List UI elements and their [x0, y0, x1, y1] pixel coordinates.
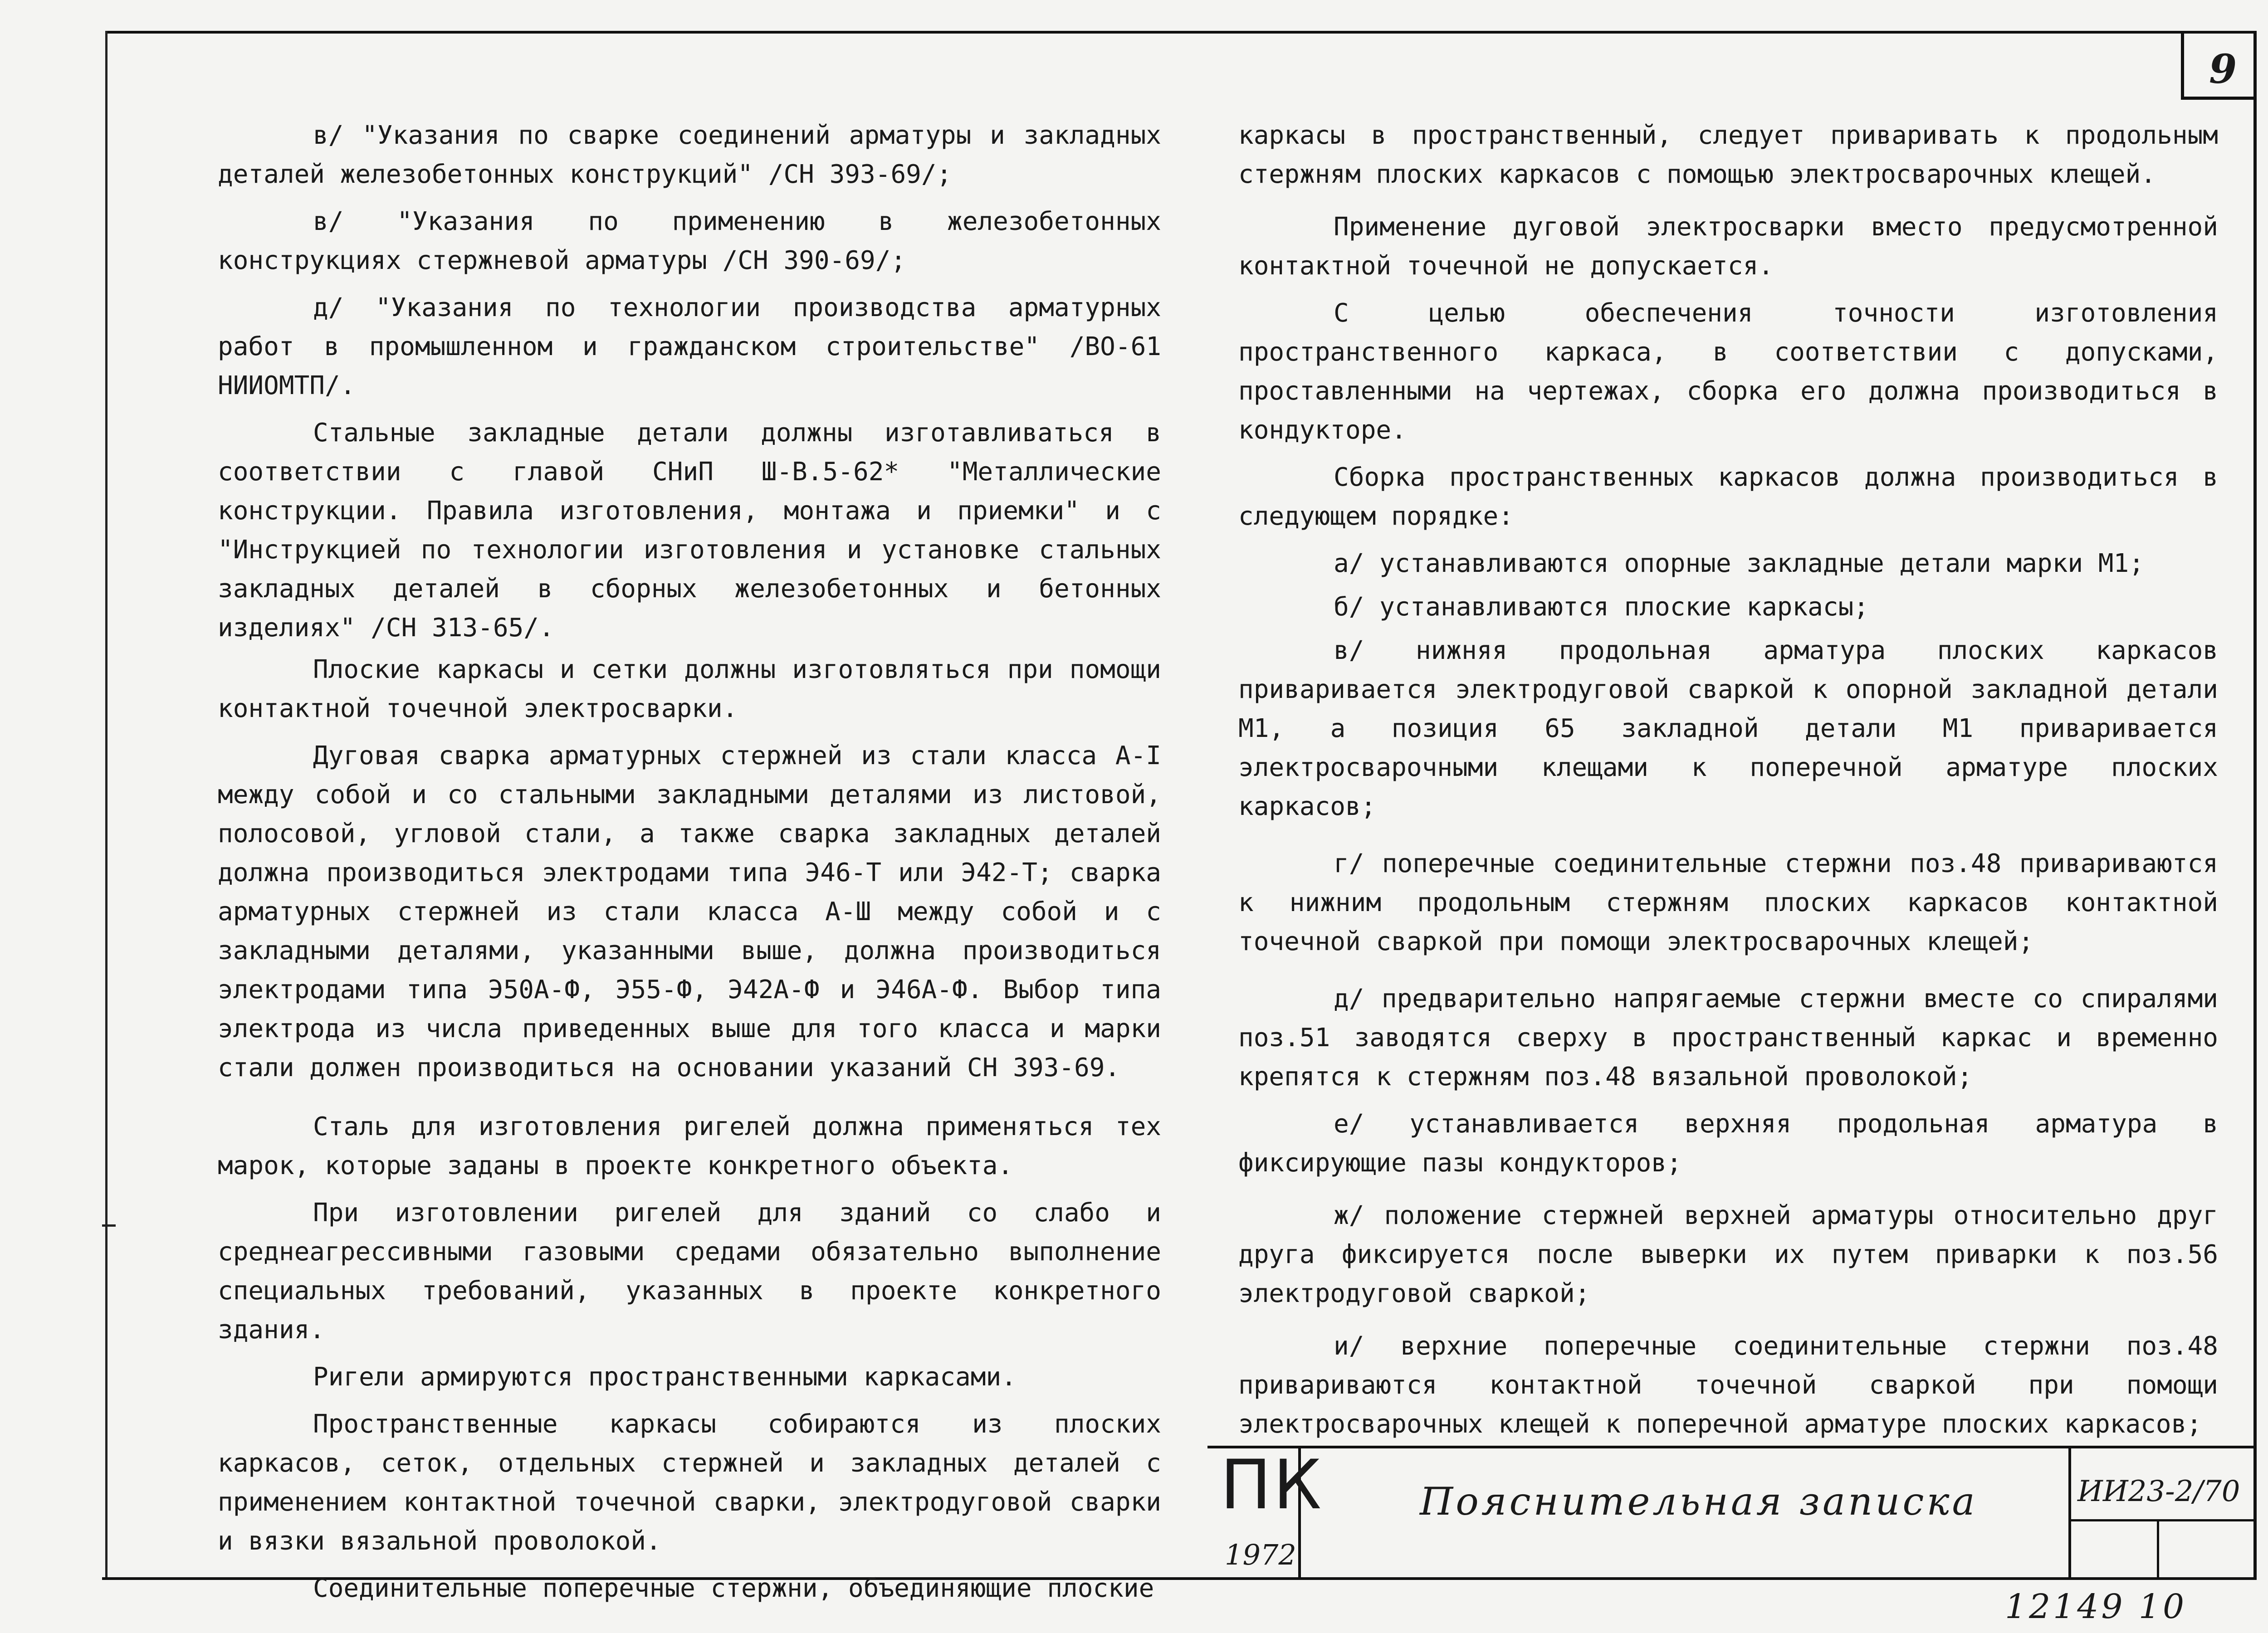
document-code: ИИ23-2/70	[2077, 1475, 2240, 1508]
list-item: е/ устанавливается верхняя продольная арматура в фиксирующие пазы кондукторов;	[1238, 1109, 2218, 1178]
list-item: а/ устанавливаются опорные закладные детали марки М1;	[1334, 549, 2144, 578]
paragraph: С целью обеспечения точности изготовления пространственного каркаса, в соответствии с допусками, проставленными на чертежах, сборка его должна производиться в кондукторе.	[1238, 298, 2218, 445]
paragraph: Пространственные каркасы собираются из плоских каркасов, сеток, отдельных стержней и закладных деталей с применением контактной точечной сварки, электродуговой сварки и вязки вязальной проволокой.	[218, 1409, 1161, 1556]
list-item: г/ поперечные соединительные стержни поз.48 привариваются к нижним продольным стержням плоских каркасов контактной точечной сваркой при помощи электросварочных клещей;	[1238, 849, 2218, 956]
list-item: б/ устанавливаются плоские каркасы;	[1334, 592, 1869, 622]
sheet-border-top	[105, 31, 2256, 34]
year: 1972	[1225, 1538, 1296, 1571]
paragraph: Стальные закладные детали должны изготавливаться в соответствии с главой СНиП Ш-В.5-62* "Металлические конструкции. Правила изготовления, монтажа и приемки" и с "Инструкцией по технологии изготовления и установке стальных закладных деталей в сборных железобетонных и бетонных изделиях" /СН 313-65/.	[218, 418, 1161, 643]
list-item: в/ нижняя продольная арматура плоских каркасов приваривается электродуговой сваркой к опорной закладной детали М1, а позиция 65 закладной детали М1 приваривается электросварочными клещами к поперечной арматуре плоских каркасов;	[1238, 636, 2218, 821]
paragraph: каркасы в пространственный, следует приваривать к продольным стержням плоских каркасов с помощью электросварочных клещей.	[1238, 121, 2218, 189]
sheet-id: 12149 10	[2005, 1587, 2187, 1626]
organization-mark: ПК	[1220, 1446, 1324, 1525]
sheet-border-left	[105, 31, 108, 1578]
paragraph: При изготовлении ригелей для зданий со слабо и среднеагрессивными газовыми средами обязательно выполнение специальных требований, указанных в проекте конкретного здания.	[218, 1198, 1161, 1345]
paragraph: д/ "Указания по технологии производства арматурных работ в промышленном и гражданском строительстве" /ВО-61 НИИОМТП/.	[218, 293, 1161, 400]
title-block-divider	[2068, 1519, 2253, 1521]
right-text-column	[1238, 116, 2218, 1444]
paragraph: в/ "Указания по сварке соединений арматуры и закладных деталей железобетонных конструкций" /СН 393-69/;	[218, 121, 1161, 189]
page-number: 9	[2209, 45, 2237, 93]
paragraph: Дуговая сварка арматурных стержней из стали класса А-I между собой и со стальными закладными деталями из листовой, полосовой, угловой стали, а также сварка закладных деталей должна производиться электродами типа Э46-Т или Э42-Т; сварка арматурных стержней из стали класса А-Ш между собой и с закладными деталями, указанными выше, должна производиться электродами типа Э50А-Ф, Э55-Ф, Э42А-Ф и Э46А-Ф. Выбор типа электрода из числа приведенных выше для того класса и марки стали должен производиться на основании указаний СН 393-69.	[218, 741, 1161, 1082]
sheet-border-right	[2253, 31, 2257, 1578]
paragraph: Ригели армируются пространственными каркасами.	[313, 1362, 1017, 1392]
title-block-divider	[2157, 1519, 2159, 1577]
paragraph: Сборка пространственных каркасов должна производиться в следующем порядке:	[1238, 463, 2218, 531]
list-item: и/ верхние поперечные соединительные стержни поз.48 привариваются контактной точечной сваркой при помощи электросварочных клещей к поперечной арматуре плоских каркасов;	[1238, 1331, 2218, 1439]
paragraph: Применение дуговой электросварки вместо предусмотренной контактной точечной не допускается.	[1238, 212, 2218, 281]
paragraph: Плоские каркасы и сетки должны изготовляться при помощи контактной точечной электросварки.	[218, 655, 1161, 723]
list-item: д/ предварительно напрягаемые стержни вместе со спиралями поз.51 заводятся сверху в пространственный каркас и временно крепятся к стержням поз.48 вязальной проволокой;	[1238, 984, 2218, 1092]
list-item: ж/ положение стержней верхней арматуры относительно друг друга фиксируется после выверки их путем приварки к поз.56 электродуговой сваркой;	[1238, 1201, 2218, 1308]
title-block-divider	[2068, 1446, 2071, 1577]
binding-mark	[102, 1224, 116, 1227]
paragraph: Соединительные поперечные стержни, объединяющие плоские	[313, 1574, 1154, 1603]
document-title: Пояснительная записка	[1420, 1479, 1978, 1524]
left-text-column	[218, 116, 1161, 1608]
paragraph: в/ "Указания по применению в железобетонных конструкциях стержневой арматуры /СН 390-69/;	[218, 207, 1161, 275]
paragraph: Сталь для изготовления ригелей должна применяться тех марок, которые заданы в проекте конкретного объекта.	[218, 1112, 1161, 1180]
